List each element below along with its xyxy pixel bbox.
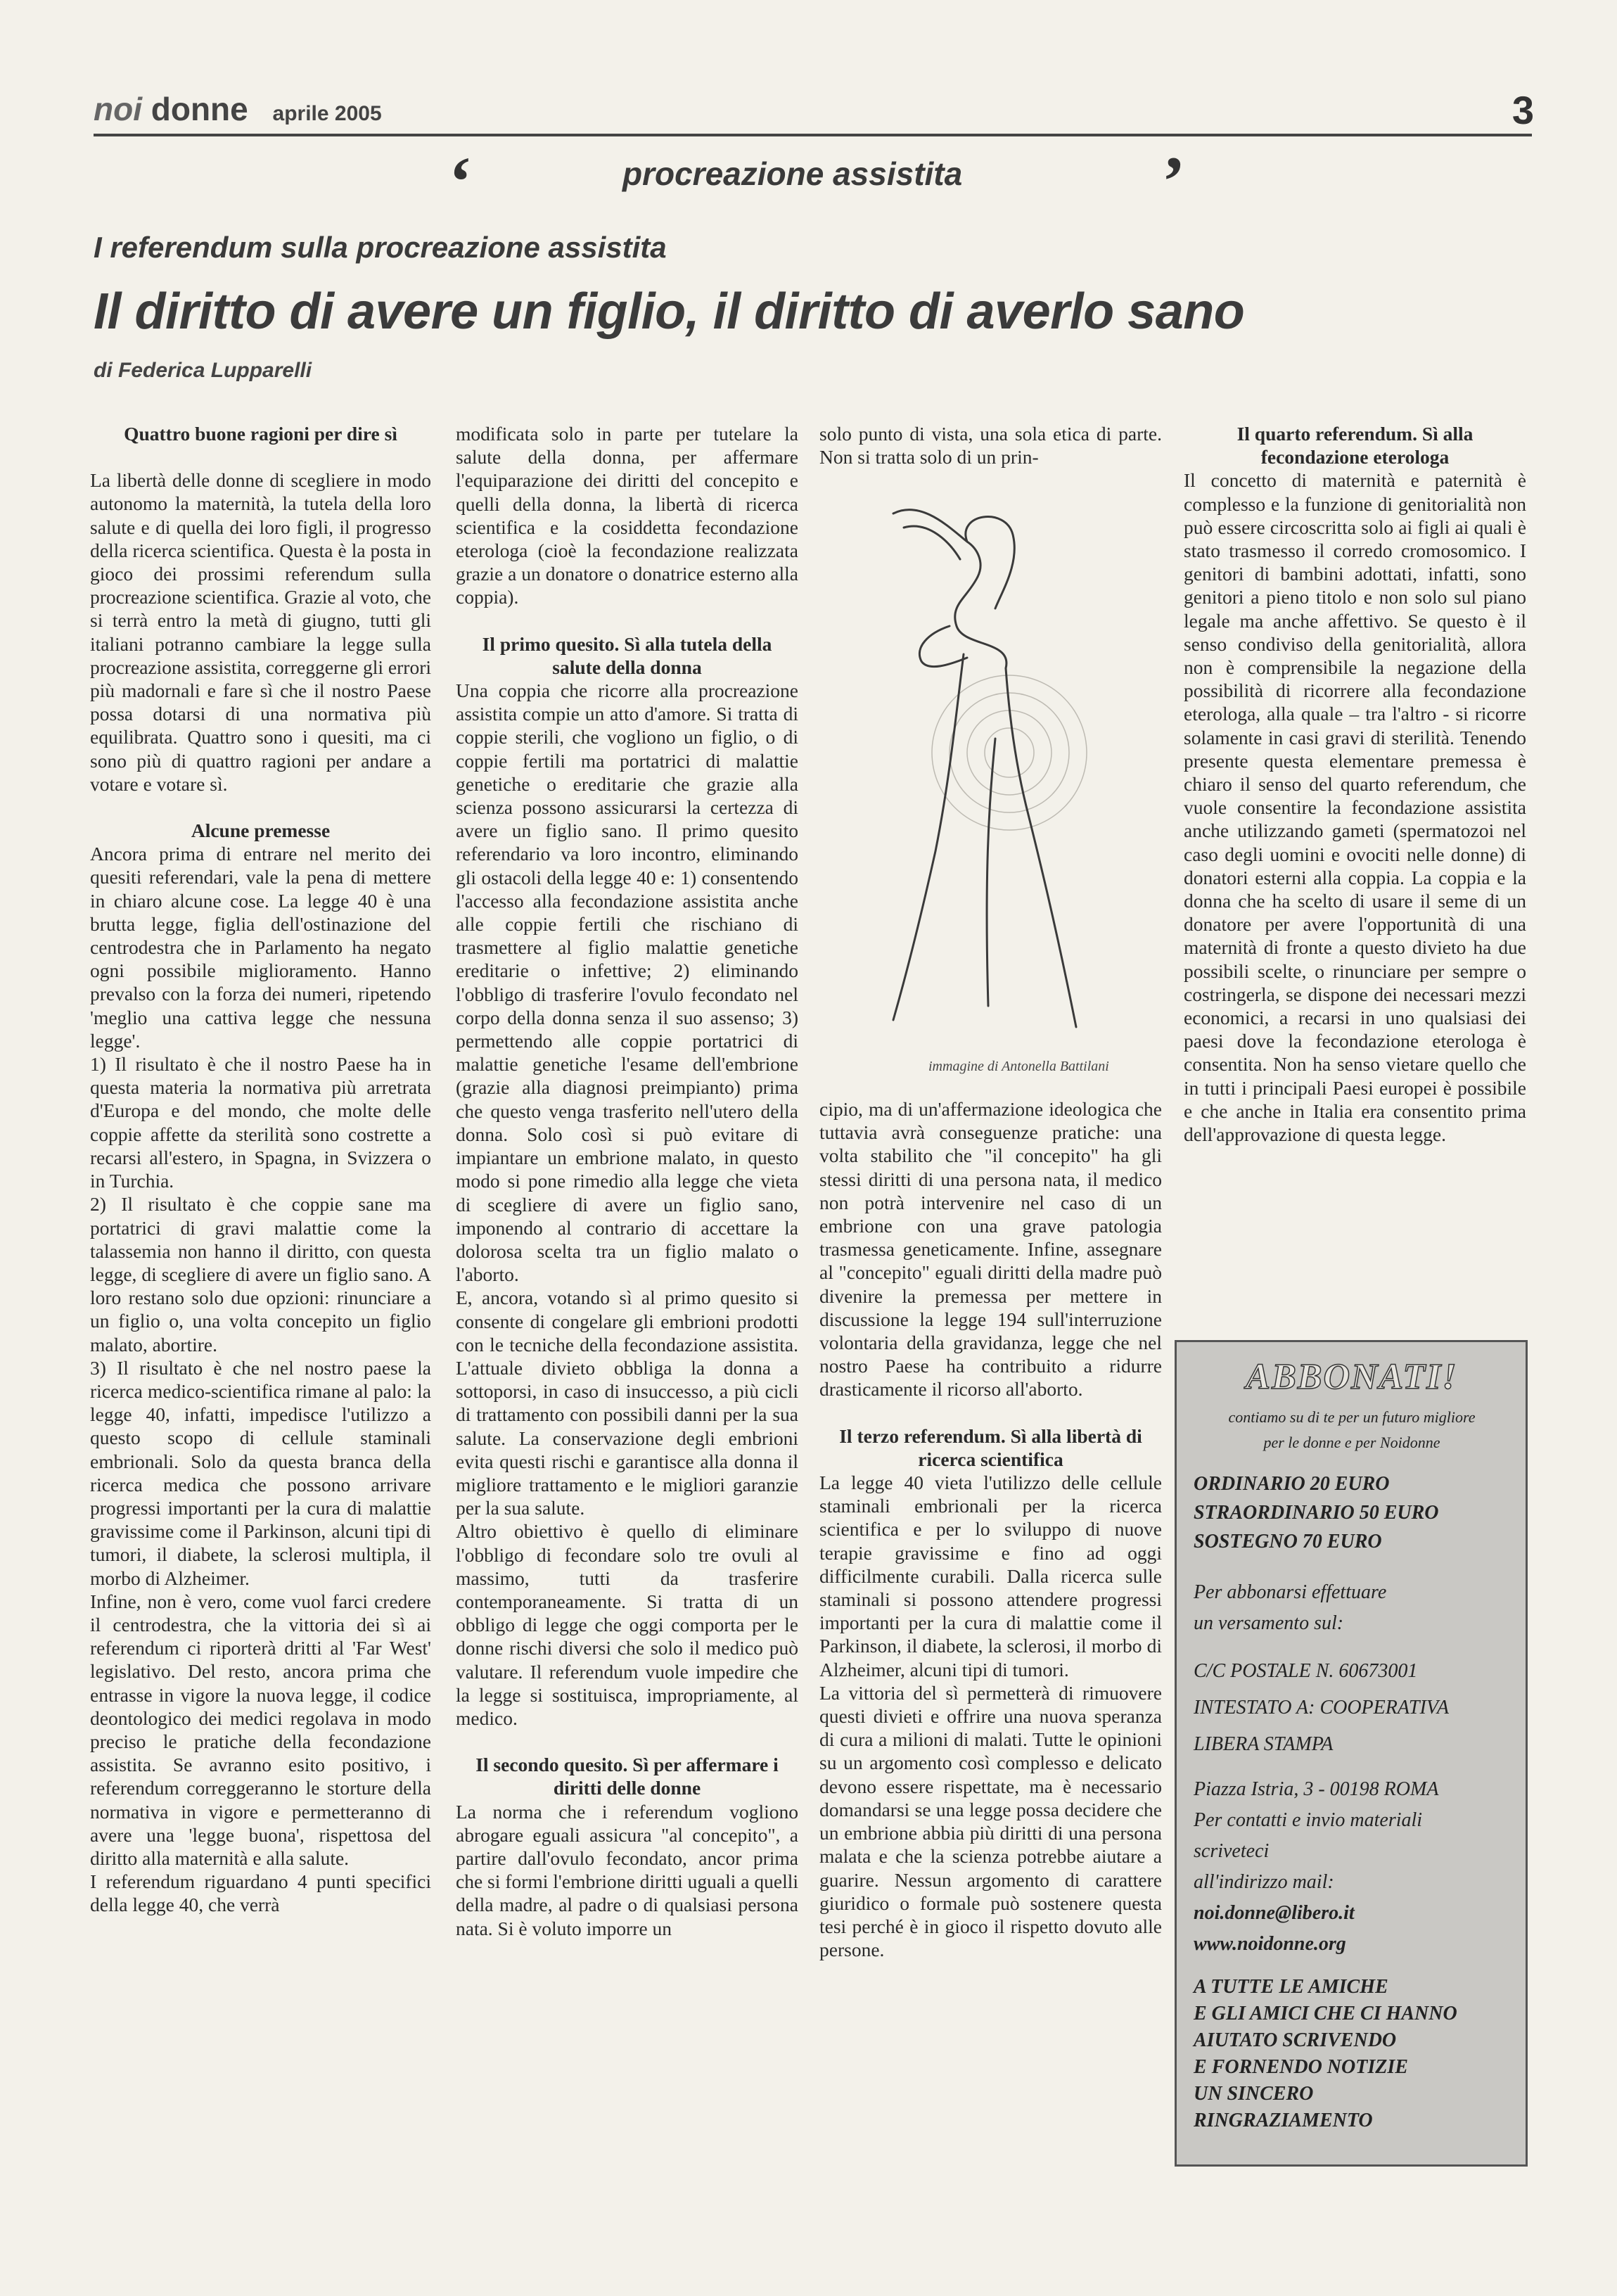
thanks-line: UN SINCERO xyxy=(1194,2083,1314,2105)
subhead-terzo-referendum: Il terzo referendum. Sì alla libertà di ricerca scientifica xyxy=(839,1424,1142,1470)
subhead-quarto-referendum: Il quarto referendum. Sì alla fecondazione eterologa xyxy=(1236,423,1474,468)
thanks-line: A TUTTE LE AMICHE xyxy=(1194,1976,1388,1998)
subhead-secondo-quesito: Il secondo quesito. Sì per affermare i diritti delle donne xyxy=(475,1754,779,1799)
paragraph: La vittoria del sì permetterà di rimuovere questi divieti e offrire una nuova speranza di cura a milioni di malati. Tutte le opinioni su un argomento così complesso e delicato devono essere rispettate, ma è necessario domandarsi se una legge possa decidere che un embrione abbia più diritti di una persona malata e che la scienza potrebbe aiutare a guarire. Nessun argomento di carattere giuridico o formale può sostenere questa tesi perché è in gioco il rispetto dovuto alle persone. xyxy=(819,1681,1162,1961)
column-1 xyxy=(90,422,431,1917)
masthead-prefix: noi xyxy=(94,91,142,127)
thanks-line: E GLI AMICI CHE CI HANNO xyxy=(1194,2003,1457,2024)
masthead-title: donne xyxy=(151,91,248,127)
price-ordinary: ORDINARIO 20 EURO xyxy=(1194,1473,1390,1495)
column-3-bottom xyxy=(819,1097,1162,1961)
masthead xyxy=(94,90,382,128)
contact-text: all'indirizzo mail: xyxy=(1194,1871,1334,1893)
page-number: 3 xyxy=(1511,88,1534,132)
price-support: SOSTEGNO 70 EURO xyxy=(1194,1531,1382,1552)
thanks-message xyxy=(1194,1974,1510,2134)
article-kicker: I referendum sulla procreazione assistita xyxy=(94,231,667,264)
header-rule xyxy=(94,134,1532,136)
paragraph: I referendum riguardano 4 punti specifici della legge 40, che verrà xyxy=(90,1870,431,1916)
postal-account: C/C POSTALE N. 60673001 xyxy=(1194,1660,1418,1682)
column-2 xyxy=(456,422,798,1940)
illustration-woman xyxy=(844,485,1139,1048)
thanks-line: E FORNENDO NOTIZIE xyxy=(1194,2056,1408,2078)
account-holder: INTESTATO A: COOPERATIVA xyxy=(1194,1697,1449,1718)
paragraph: E, ancora, votando sì al primo quesito si consente di congelare gli embrioni prodotti con le tecniche della fecondazione assistita. L'attuale divieto obbliga la donna a sottoporsi, in caso di insuccesso, a più cicli di trattamento con possibili danni per la sua salute. La conservazione degli embrioni evita questi rischi e garantisce alla donna il migliore trattamento e le migliori garanzie per la sua salute. xyxy=(456,1287,798,1519)
paragraph: Il concetto di maternità e paternità è complesso e la funzione di genitorialità non può essere circoscritta solo ai figli ai quali è stato trasmesso il corredo cromosomico. I genitori di bambini adottati, infatti, sono genitori a pieno titolo e non solo sul piano legale ma anche affettivo. Se questo è il senso condiviso della genitorialità, allora non è comprensibile la negazione della possibilità di ricorrere alla fecondazione eterologa, alla quale – tra l'altro - si ricorre solamente in casi gravi di sterilità. Tenendo presente questa elementare premessa è chiaro il senso del quarto referendum, che vuole consentire la fecondazione assistita anche utilizzando gameti (spermatozoi nel caso degli uomini e ovociti nelle donne) di donatori esterni alla coppia. La coppia e la donna che ha scelto di usare il seme di un donatore per avere l'opportunità di una maternità di fronte a questo divieto ha due possibili scelte, o rinunciare per sempre o costringerla, se dispone dei necessari mezzi economici, a recarsi in uno qualsiasi dei paesi dove la fecondazione eterologa è consentita. Non ha senso vietare quello che in tutti i principali Paesi europei è possibile e che anche in Italia era consentito prima dell'approvazione di questa legge. xyxy=(1184,469,1526,1146)
subscribe-tagline: contiamo su di te per un futuro migliore xyxy=(1228,1408,1476,1426)
paragraph: 1) Il risultato è che il nostro Paese ha in questa materia la normativa più arretrata d'Europa e del mondo, che molte delle coppie affette da sterilità sono costrette a recarsi all'estero, in Spagna, in Svizzera o in Turchia. xyxy=(90,1053,431,1192)
account-holder: LIBERA STAMPA xyxy=(1194,1733,1334,1755)
postal-address: Piazza Istria, 3 - 00198 ROMA xyxy=(1194,1778,1439,1800)
paragraph: La norma che i referendum vogliono abrogare eguali assicura "al concepito", a partire dall'ovulo fecondato, ancor prima che si formi l'embrione diritti uguali a quelli della madre, al padre o di qualsiasi persona nata. Si è voluto imporre un xyxy=(456,1800,798,1939)
paragraph: cipio, ma di un'affermazione ideologica che tuttavia avrà conseguenze pratiche: una volta stabilito che "il concepito" ha gli stessi diritti di una persona nata, il medico non potrà intervenire nel caso di un embrione con una grave patologia trasmessa geneticamente. Infine, assegnare al "concepito" eguali diritti della madre può divenire la premessa per mettere in discussione la legge 194 sull'interruzione volontaria della gravidanza, legge che nel nostro Paese ha contribuito a ridurre drasticamente il ricorso all'aborto. xyxy=(819,1098,1162,1401)
subhead-premesse: Alcune premesse xyxy=(191,819,331,842)
subscribe-title: ABBONATI! xyxy=(1246,1357,1458,1397)
open-quote-ornament: ‘ xyxy=(449,142,473,220)
subscription-box xyxy=(1175,1340,1528,2167)
article-byline: di Federica Lupparelli xyxy=(94,359,312,382)
paragraph: 2) Il risultato è che coppie sane ma portatrici di gravi malattie come la talassemia non hanno il diritto, con questa legge, di scegliere di avere un figlio sano. A loro restano solo due opzioni: rinunciare a un figlio o, una volta concepito un figlio malato, abortire. xyxy=(90,1193,431,1356)
section-title: procreazione assistita xyxy=(622,155,963,192)
contact-text: scriveteci xyxy=(1194,1840,1270,1862)
subscribe-instructions: un versamento sul: xyxy=(1194,1612,1344,1634)
thanks-line: AIUTATO SCRIVENDO xyxy=(1194,2029,1397,2051)
column-4 xyxy=(1184,422,1526,1146)
paragraph: Ancora prima di entrare nel merito dei quesiti referendari, vale la pena di mettere in chiaro alcune cose. La legge 40 è una brutta legge, figlia dell'ostinazione del centrodestra che in Parlamento ha negato ogni possibile miglioramento. Hanno prevalso con la forza dei numeri, ripetendo 'meglio una cattiva legge che nessuna legge'. xyxy=(90,843,431,1052)
subhead-primo-quesito: Il primo quesito. Sì alla tutela della salute della donna xyxy=(482,632,772,678)
paragraph: Infine, non è vero, come vuol farci credere il centrodestra, che la vittoria dei sì ai referendum ci riporterà dritti al 'Far West' legislativo. Del resto, ancora prima che entrasse in vigore la nuova legge, il codice deontologico dei medici regolava in modo preciso le pratiche della fecondazione assistita. Se avranno esito positivo, i referendum correggeranno le storture della normativa in vigore e permetteranno di avere una 'legge buona', rispettosa del diritto alla maternità e alla salute. xyxy=(90,1590,431,1869)
paragraph: Altro obiettivo è quello di eliminare l'obbligo di fecondare solo tre ovuli al massimo, tutti da trasferire contemporaneamente. Si tratta di un obbligo di legge che oggi comporta per le donne rischi diversi che solo il medico può valutare. Il referendum vuole impedire che la legge si sostituisca, impropriamente, al medico. xyxy=(456,1520,798,1729)
figure-caption: immagine di Antonella Battilani xyxy=(928,1059,1109,1074)
article-headline: Il diritto di avere un figlio, il diritto di averlo sano xyxy=(94,283,1245,340)
subscribe-tagline: per le donne e per Noidonne xyxy=(1263,1434,1440,1451)
contact-text: Per contatti e invio materiali xyxy=(1194,1809,1423,1831)
close-quote-ornament: ’ xyxy=(1162,142,1186,220)
subscribe-instructions: Per abbonarsi effettuare xyxy=(1194,1581,1387,1603)
thanks-line: RINGRAZIAMENTO xyxy=(1194,2110,1373,2131)
paragraph: La legge 40 vieta l'utilizzo delle cellule staminali embrionali per la ricerca scientifica e per lo sviluppo di nuove terapie gravissime e fino ad oggi difficilmente curabili. Dalla ricerca sulle staminali si possono attendere progressi importanti per la cura di malattie come il Parkinson, il diabete, la sclerosi, il morbo di Alzheimer, alcuni tipi di tumori. xyxy=(819,1472,1162,1680)
website: www.noidonne.org xyxy=(1194,1933,1346,1955)
issue-date: aprile 2005 xyxy=(272,102,382,125)
column-3-top xyxy=(819,422,1162,468)
paragraph: Una coppia che ricorre alla procreazione assistita compie un atto d'amore. Si tratta di coppie sterili, che vogliono un figlio, o di coppie fertili ma portatrici di malattie genetiche o ereditarie che grazie alla scienza possono assicurarsi la certezza di avere un figlio sano. Il primo quesito referendario va loro incontro, eliminando gli ostacoli della legge 40 e: 1) consentendo l'accesso alla fecondazione assistita anche alle coppie fertili che rischiano di trasmettere al figlio malattie genetiche ereditarie o infettive; 2) eliminando l'obbligo di trasferire l'ovulo fecondato nel corpo della donna senza il suo assenso; 3) permettendo alle coppie portatrici di malattie genetiche l'esame dell'embrione (grazie alla diagnosi preimpianto) prima che questo venga trasferito nell'utero della donna. Solo così si può evitare di impiantare un embrione malato, in questo modo si pone rimedio alla legge che vieta di scegliere di avere un figlio sano, imponendo al contrario di accettare la dolorosa scelta tra un figlio malato o l'aborto. xyxy=(456,680,798,1286)
paragraph: solo punto di vista, una sola etica di parte. Non si tratta solo di un prin- xyxy=(819,423,1162,468)
contact-email: noi.donne@libero.it xyxy=(1194,1902,1355,1924)
paragraph: La libertà delle donne di scegliere in modo autonomo la maternità, la tutela della loro salute e di quella dei loro figli, il progresso della ricerca scientifica. Questa è la posta in gioco dei prossimi referendum sulla procreazione scientifica. Grazie al voto, che si terrà entro la metà di giugno, tutti gli italiani potranno cambiare la legge sulla procreazione assistita, correggerne gli errori più madornali e fare sì che il nostro Paese possa dotarsi di una normativa più equilibrata. Quattro sono i quesiti, ma ci sono più di quattro ragioni per andare a votare e votare sì. xyxy=(90,469,431,795)
subhead-quattro-ragioni: Quattro buone ragioni per dire sì xyxy=(124,423,397,445)
price-extraordinary: STRAORDINARIO 50 EURO xyxy=(1194,1502,1439,1524)
paragraph: modificata solo in parte per tutelare la salute della donna, per affermare l'equiparazione dei diritti del concepito e quelli della donna, la libertà di ricerca scientifica e la cosiddetta fecondazione eterologa (cioè la fecondazione realizzata grazie a un donatore o donatrice esterno alla coppia). xyxy=(456,423,798,608)
paragraph: 3) Il risultato è che nel nostro paese la ricerca medico-scientifica rimane al palo: la legge 40, infatti, impedisce l'utilizzo a questo scopo di cellule staminali embrionali. Solo da questa branca della ricerca medica che possono arrivare progressi importanti per la cura di malattie gravissime come il Parkinson, alcuni tipi di tumori, il diabete, la sclerosi multipla, il morbo di Alzheimer. xyxy=(90,1356,431,1589)
